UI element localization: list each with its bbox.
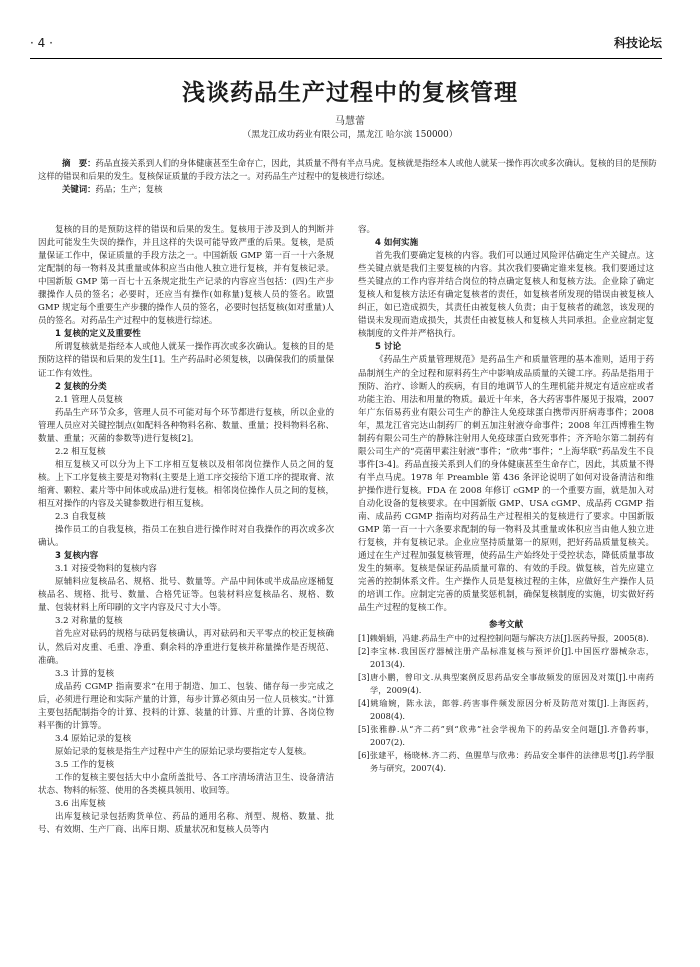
section-heading: 1 复核的定义及重要性 bbox=[55, 329, 141, 340]
subsection-heading: 3.1 对接受物料的复核内容 bbox=[55, 564, 157, 575]
subsection-heading: 3.6 出库复核 bbox=[55, 799, 106, 810]
keywords-label: 关键词： bbox=[62, 184, 96, 194]
article-title: 浅谈药品生产过程中的复核管理 bbox=[182, 80, 518, 106]
reference-item: [4]姚瑜婉，陈永法，郎蓉.药害事件频发原因分析及防范对策[J].上海医药，2008(4). bbox=[358, 698, 654, 722]
running-header bbox=[30, 32, 662, 59]
paragraph: 出库复核记录包括购货单位、药品的通用名称、剂型、规格、数量、批号、有效期、生产厂商、出库日期、质量状况和复核人员等内 bbox=[38, 812, 334, 836]
paragraph: 所谓复核就是指经本人或他人就某一操作再次或多次确认。复核的目的是预防这样的错误和后果的发生[1]。生产药品时必须复核，以确保我们的质量保证工作有效性。 bbox=[38, 342, 334, 379]
subsection-heading: 3.4 原始记录的复核 bbox=[55, 733, 132, 744]
right-column bbox=[358, 224, 654, 775]
page-number: · 4 · bbox=[30, 36, 53, 50]
references-heading: 参考文献 bbox=[488, 620, 524, 631]
paragraph: 操作员工的自我复核，指员工在独自进行操作时对自我操作的再次或多次确认。 bbox=[38, 525, 334, 549]
reference-item: [5]张雅静.从“齐二药”到“欣弗”社会学视角下的药品安全问题[J].齐鲁药事，2007(2). bbox=[358, 724, 654, 748]
reference-item: [6]张建平，杨晓林.齐二药、鱼腥草与欣弗：药品安全事件的法律思考[J].药学服务与研究，2007(4). bbox=[358, 750, 654, 774]
paragraph: 容。 bbox=[358, 225, 376, 235]
paragraph: 首先应对砝码的规格与砝码复核确认，再对砝码和天平零点的校正复核确认，然后对皮重、毛重、净重、剩余料的净重进行复核并称量操作是否规范、准确。 bbox=[38, 629, 334, 666]
paragraph: 首先我们要确定复核的内容。我们可以通过风险评估确定生产关键点。这些关键点就是我们主要复核的内容。其次我们要确定谁来复核。我们要通过这些关键点的工作内容并结合岗位的特点确定复核人和复核方法。企业除了确定复核人和复核方法还有确定复核者的责任，如复核者所发现的错误由被复核人纠正，如已造成损失，其责任由被复核人负责；由于复核者的疏忽，该发现的错误未发现而造成损失，其责任由被复核人和复核人共同承担。企业应制定复核制度的文件并严格执行。 bbox=[358, 251, 654, 340]
subsection-heading: 2.2 相互复核 bbox=[55, 446, 106, 457]
reference-item: [2]李宝林.我国医疗器械注册产品标准复核与预评价[J].中国医疗器械杂志，2013(4). bbox=[358, 646, 654, 670]
subsection-heading: 3.2 对称量的复核 bbox=[55, 616, 123, 627]
reference-item: [1]赖娟娟，冯建.药品生产中的过程控制问题与解决方法[J].医药导报，2005(8). bbox=[358, 633, 649, 644]
paragraph: 原辅料应复核品名、规格、批号、数量等。产品中间体或半成品应逐桶复核品名、规格、批号、数量、合格凭证等。包装材料应复核品名、规格、数量、包装材料上所印刷的文字内容及尺寸大小等。 bbox=[38, 577, 334, 614]
left-column bbox=[38, 224, 334, 837]
subsection-heading: 2.1 管理人员复核 bbox=[55, 394, 123, 405]
subsection-heading: 3.3 计算的复核 bbox=[55, 668, 115, 679]
paragraph: 原始记录的复核是指生产过程中产生的原始记录均要指定专人复核。 bbox=[55, 746, 312, 757]
abstract-text: 药品直接关系到人们的身体健康甚至生命存亡，因此，其质量不得有半点马虎。复核就是指经本人或他人就某一操作再次或多次确认。复核的目的是预防这样的错误和后果的发生。复核保证质量的手段方法之一。对药品生产过程中的复核进行综述。 bbox=[38, 158, 657, 181]
paragraph: 相互复核又可以分为上下工序相互复核以及相邻岗位操作人员之间的复核。上下工序复核主要是对物料(主要是上道工序交接给下道工序的提取膏、浓缩膏、颗粒、素片等中间体或成品)进行复核。相邻岗位操作人员之间的复核，相互对操作的内容及关键参数进行相互复核。 bbox=[38, 459, 334, 509]
reference-item: [3]唐小鹏，曾印文.从典型案例反思药品安全事故频发的原因及对策[J].中南药学，2009(4). bbox=[358, 672, 654, 696]
author: 马慧蕾 bbox=[335, 116, 365, 127]
paragraph: 《药品生产质量管理规范》是药品生产和质量管理的基本准则，适用于药品制剂生产的全过程和原料药生产中影响成品质量的关键工序。药品是指用于预防、治疗、诊断人的疾病，有目的地调节人的生理机能并规定有适应症或者功能主治、用法和用量的物质。最近十年来，各大药害事件屡见于报端，2007 年广东佰易药业有限公司生产的静注人免疫球蛋白携带丙肝病毒事件；2008 年，黑龙江省完达山制药厂的刺五加注射液夺命事件；2008 年江西博雅生物制药有限公司生产的静脉注射用人免疫球蛋白致死事件；齐齐哈尔第二制药有限公司生产的“亮菌甲素注射液”事件；“欣弗”事件；“上海华联”药品发生不良事件[3-4]。药品直接关系到人们的身体健康甚至生命存亡，因此，其质量不得有半点马虎。1978 年 Preamble 第 436 条评论说明了如何对设备清洁和维护操作进行复核。FDA 在 2008 年修订 cGMP 的一个重要方面，就是加入对自动化设备的复核要求。在中国新版 GMP、USA cGMP、成品药 CGMP 指南、成品药 CGMP 指南均对药品生产过程相关的复核进行了要求。中国新版 GMP 第一百一十六条要求配制的每一物料及其重量或体积应当由他人独立进行复核，并有复核记录。企业应坚持质量第一的原则，把好药品质量复核关。通过在生产过程加强复核管理，使药品生产始终处于受控状态，降低质量事故发生的频率。复核是保证药品质量可靠的、有效的手段。做复核，首先应建立完善的控制体系文件。生产操作人员是复核过程的主体，应做好生产操作人员的培训工作。应制定完善的质量奖惩机制，确保复核制度的实施，切实做好药品生产过程的复核工作。 bbox=[358, 355, 654, 614]
subsection-heading: 3.5 工作的复核 bbox=[55, 759, 115, 770]
subsection-heading: 2.3 自我复核 bbox=[55, 512, 106, 523]
abstract-label: 摘 要： bbox=[62, 158, 96, 168]
section-heading: 4 如何实施 bbox=[375, 238, 419, 249]
journal-name: 科技论坛 bbox=[613, 36, 662, 50]
paragraph: 药品生产环节众多，管理人员不可能对每个环节都进行复核，所以企业的管理人员应对关键控制点(如配料各种物料名称、数量、重量；投料物料名称、数量、重量；灭菌的参数等)进行复核[2]。 bbox=[38, 407, 334, 444]
paragraph: 成品药 CGMP 指南要求“在用于制造、加工、包装、储存每一步完成之后，必须进行理论和实际产量的计算，每步计算必须由另一位人员核实。”计算主要包括配制指令的计算、投料的计算、装量的计算、片重的计算、各岗位物料平衡的计算等。 bbox=[38, 681, 334, 731]
paragraph: 工作的复核主要包括大中小盒所盖批号、各工序清场清洁卫生、设备清洁状态、物料的标签、使用的各类模具领用、收回等。 bbox=[38, 772, 334, 797]
keywords: 药品；生产；复核 bbox=[95, 184, 163, 194]
section-heading: 2 复核的分类 bbox=[55, 381, 107, 392]
abstract-block bbox=[38, 157, 658, 196]
section-heading: 3 复核内容 bbox=[55, 551, 99, 562]
affiliation: （黑龙江成功药业有限公司，黑龙江 哈尔滨 150000） bbox=[242, 130, 458, 140]
paragraph: 复核的目的是预防这样的错误和后果的发生。复核用于涉及到人的判断并因此可能发生失误的操作，并且这样的失误可能导致严重的后果。复核，是质量保证工作中，保证质量的手段方法之一。中国新版 GMP 第一百一十六条规定配制的每一物料及其重量或体积应当由他人独立进行复核，并有复核记录。中国新版 GMP 第一百七十五条规定批生产记录的内容应当包括：(四)生产步骤操作人员的签名；必要时，还应当有操作(如称量)复核人员的签名。欧盟 GMP 规定每个重要生产步骤的操作人员的签名，必要时包括复核(如对重量)人员的签名。对药品生产过程中的复核进行综述。 bbox=[38, 225, 334, 327]
section-heading: 5 讨论 bbox=[375, 342, 402, 353]
